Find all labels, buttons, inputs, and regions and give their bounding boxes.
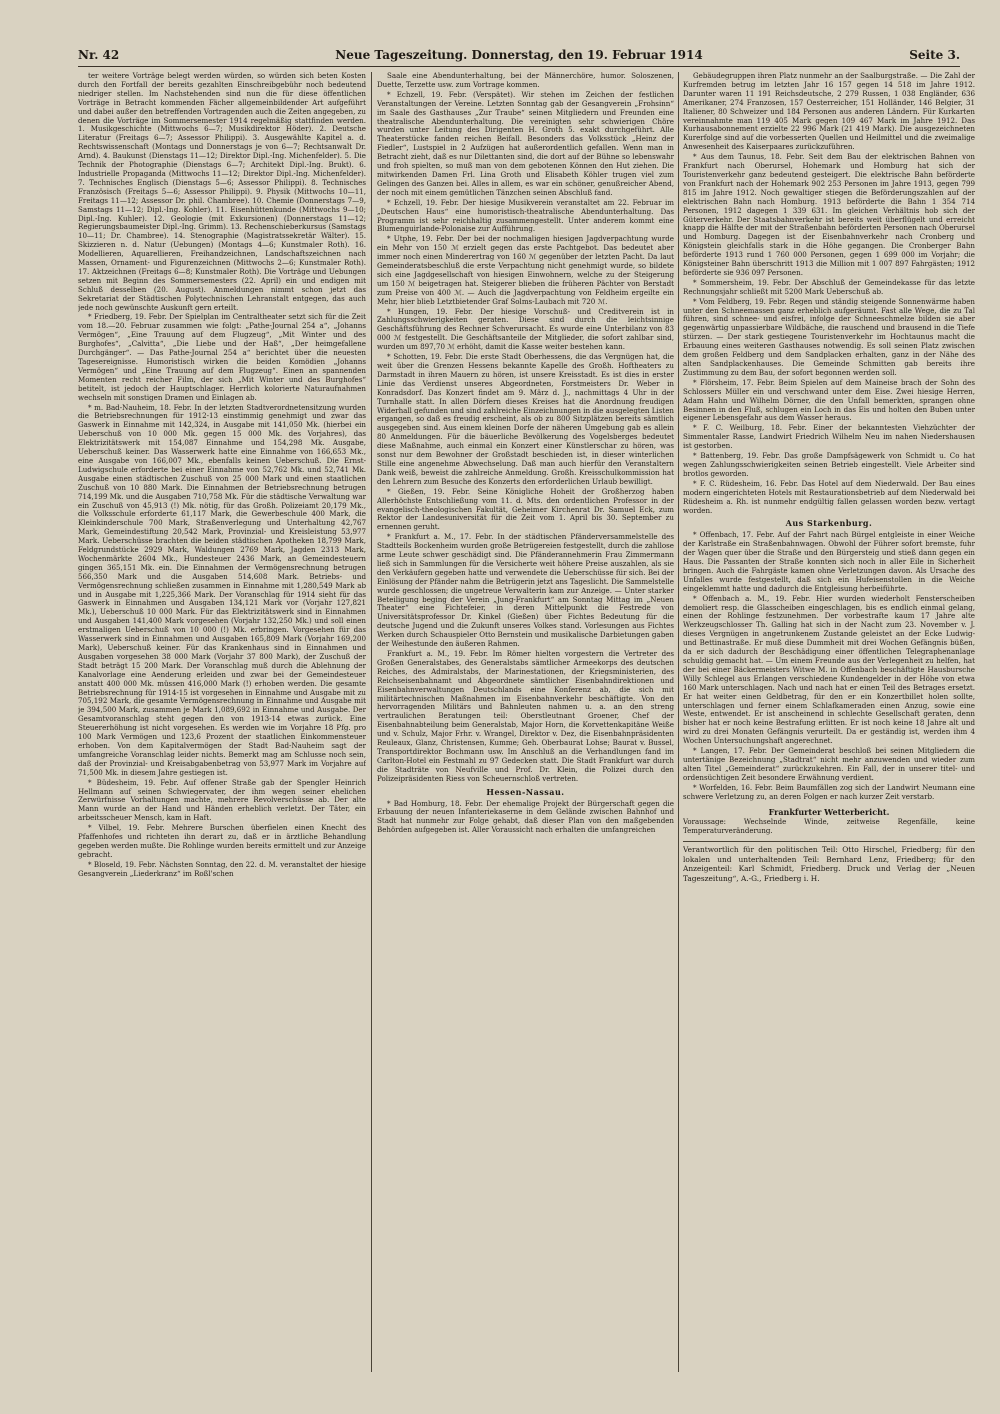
article-hungen: * Hungen, 19. Febr. Der hiesige Vorschuß- und Creditverein ist in Zahlungsschwierigkeiten geraten. Diese sind durch die leichtsinnige Geschäftsführung des Rechner Schverursacht. Es wurde eine Unterbilanz von 83 000 ℳ festgestellt. Die Geschäftsanteile der Mitglieder, die sofort zahlbar sind, wurden um 897,70 ℳ erhöht, damit die Kasse weiter bestehen kann. — [377, 306, 674, 352]
column-3 — [683, 72, 975, 1340]
weather-report-text: Voraussage: Wechselnde Winde, zeitweise Regenfälle, keine Temperaturveränderung. — [683, 818, 975, 836]
article-schotten: * Schotten, 19. Febr. Die erste Stadt Oberhessens, die das Vergnügen hat, die weit über die Grenzen Hessens bekannte Kapelle des Großh. Hoftheaters zu Darmstadt in ihren Mauern zu hören, ist unsere Kreisstadt. Es ist dies in erster Linie das Verdienst unseres Abgeordneten, Forstmeisters Dr. Weber in Konradsdorf. Das Konzert findet am 9. März d. J., nachmittags 4 Uhr in der Turnhalle statt. In allen Dörfern dieses Kreises hat die Anordnung freudigen Widerhall gefunden und sind zahlreiche Einzeichnungen in die ausgelegten Listen ergangen, so daß es freudig erscheint, als ob zu 800 Sitzplätzen bereits sämtlich ausgegeben sind. Aus einem kleinen Dorfe der näheren Umgebung gab es allein 80 Anmeldungen. Für die bäuerliche Bevölkerung des Vogelsberges bedeutet diese Maßnahme, auch einmal ein Konzert einer Künstlerschar zu hören, was sonst nur dem Bewohner der Großstadt beschieden ist, in dieser winterlichen Stille eine angenehme Abwechselung. Daß man auch hierfür den Veranstaltern Dank weiß, beweist die zahlreiche Anmeldung. Großh. Kreisschulkommission hat den Lehrern zum Besuche des Konzerts den erforderlichen Urlaub bewilligt. — [377, 352, 674, 486]
article-floersheim: * Flörsheim, 17. Febr. Beim Spielen auf dem Maineise brach der Sohn des Schlossers Müller ein und verschwand unter dem Eise. Zwei hiesige Herren, Adam Hahn und Wilhelm Dörner, die den Unfall bemerkten, sprangen ohne Besinnen in den Fluß, schlugen ein Loch in das Eis und holten den Buben unter eigener Lebensgefahr aus dem Wasser heraus. — [683, 377, 975, 423]
article-bad-homburg-cont: Gebäudegruppen ihren Platz nunmehr an der Saalburgstraße. — Die Zahl der Kurfremden betrug im letzten Jahr 16 157 gegen 14 518 im Jahre 1912. Darunter waren 11 191 Reichsdeutsche, 2 279 Russen, 1 038 Engländer, 636 Amerikaner, 274 Franzosen, 157 Oesterreicher, 151 Holländer, 146 Belgier, 31 Italiener, 80 Schweizer und 184 Personen aus anderen Ländern. Für Kurkarten vereinnahmte man 119 405 Mark gegen 109 467 Mark im Jahre 1912. Das Kurhausabonnement erzielte 22 996 Mark (21 419 Mark). Die ausgezeichneten Kurerfolge sind auf die vorbesserten Quellen und Heilmittel und die zweimalige Anwesenheit des Kaiserpaares zurückzuführen. — [683, 72, 975, 152]
article-echzell-2: * Echzell, 19. Febr. Der hiesige Musikverein veranstaltet am 22. Februar im „Deutschen Haus“ eine humoristisch-theatralische Abendunterhaltung. Das Programm ist sehr reichhaltig zusammengestellt. Unter anderem kommt eine Blumenguirlande-Polonaise zur Aufführung. — [377, 197, 674, 234]
issue-number: Nr. 42 — [78, 48, 120, 62]
column-1 — [78, 72, 366, 1340]
article-offenbach-1: * Offenbach, 17. Febr. Auf der Fahrt nach Bürgel entgleiste in einer Weiche der Karlstraße ein Straßenbahnwagen. Obwohl der Führer sofort bremste, fuhr der Wagen quer über die Straße und den Bürgersteig und stieß dann gegen ein Haus. Die Passanten der Straße konnten sich noch in aller Eile in Sicherheit bringen. Auch die Fahrgäste kamen ohne Verletzungen davon. Als Ursache des Unfalles wurde festgestellt, daß sich ein Hufeisenstollen in die Weiche eingeklemmt hatte und dadurch die Entgleisung herbeiführte. — [683, 530, 975, 593]
article-friedberg-cinema: * Friedberg, 19. Febr. Der Spielplan im Centraltheater setzt sich für die Zeit vom 18.—20. Februar zusammen wie folgt: „Pathe-Journal 254 a“, „Johanns Vermögen“, „Eine Trauung auf dem Flugzeug“, „Mit Winter und des Burghofes“, „Calvitta“, „Die Liebe und der Haß“, „Der heimgefallene Durchgänger“. — Das Pathe-Journal 254 a“ berichtet über die neuesten Tagesereignisse. Humoristisch wirken die beiden Komödien „Johanns Vermögen“ und „Eine Trauung auf dem Flugzeug“. Einen an spannenden Momenten recht reicher Film, der sich „Mit Winter und des Burghofes“ betitelt, ist jedoch der Hauptschlager. Herrlich kolorierte Naturaufnahmen wechseln mit sonstigen Dramen und Einlagen ab. — [78, 312, 366, 402]
column-2 — [377, 72, 674, 1340]
article-utphe: * Utphe, 19. Febr. Der bei der nochmaligen hiesigen Jagdverpachtung wurde ein Mehr von 150 ℳ erzielt gegen das erste Pachtgebot. Das bedeutet aber immer noch einen Minderertrag von 160 ℳ gegenüber der letzten Pacht. Da laut Gemeinderatsbeschluß die erste Verpachtung nicht genehmigt wurde, so bildete sich eine Jagdgesellschaft von hiesigen Einwohnern, welche zu der Steigerung um 150 ℳ beigetragen hat. Steigerer blieben die früheren Pächter von Berstadt zum Preise von 400 ℳ. — Auch die Jagdverpachtung von Feldheim ergeilte ein Mehr, hier blieb Letztbietender Graf Solms-Laubach mit 720 ℳ. — [377, 234, 674, 306]
column-divider — [371, 72, 372, 1372]
article-feldberg: * Vom Feldberg, 19. Febr. Regen und ständig steigende Sonnenwärme haben unter den Schneemassen ganz erheblich aufgeräumt. Fast alle Wege, die zu Tal führen, sind schnee- und eisfrei, infolge der Schneeschmelze bilden sie aber gegenwärtig unpassierbare Wildbäche, die rauschend und brausend in die Tiefe stürzen. — Der stark gestiegene Touristenverkehr im Hochtaunus macht die Erbauung eines weiteren Gasthauses notwendig. Es soll seinen Platz zwischen dem großen Feldberg und dem Sandplacken erhalten, ganz in der Nähe des alten Sandplackenhauses. Die Gemeinde Schmitten gab bereits ihre Zustimmung zu dem Bau, der sofort begonnen werden soll. — [683, 296, 975, 377]
article-frankfurt-1: * Frankfurt a. M., 17. Febr. In der städtischen Pfänderversammelstelle des Stadtteils Bockenheim wurden große Betrügereien festgestellt, durch die zahllose arme Leute schwer geschädigt sind. Die Pfänderannehmerin Frau Zimmermann ließ sich in Sammlungen für die Versicherte weit höhere Preise auszahlen, als sie den Verkäufern gegeben hatte und verwendete die Ueberschüsse für sich. Bei der Einlösung der Pfänder nahm die Betrügerin jetzt ans Tageslicht. Die Sammelstelle wurde geschlossen; die ungetreue Verwalterin kam zur Anzeige. — Unter starker Beteiligung beging der Verein „Jung-Frankfurt“ am Sonntag Mittag im „Neuen Theater“ eine Fichtefeier, in deren Mittelpunkt die Festrede von Universitätsprofessor Dr. Kinkel (Gießen) über Fichtes Bedeutung für die deutsche Jugend und die Zukunft unseres Volkes stand. Vorlesungen aus Fichtes Werken durch Schauspieler Otto Bernstein und musikalische Darbietungen gaben der Weihestunde den äußeren Rahmen. — [377, 532, 674, 649]
section-title-starkenburg: Aus Starkenburg. — [785, 518, 873, 529]
article-lecture-program: ter weitere Vorträge belegt werden würden, so würden sich beten Kosten durch den Fortfall der bereits gezahlten Einschreibgebühr noch bedeutend niedriger stellen. Im Nachstehenden sind nun die für diese öffentlichen Vorträge in Betracht kommenden Fächer allgemeinbildender Art aufgeführt und dabei außer den betreffenden Vortragenden auch die Zeiten angegeben, zu denen die Vorträge im Sommersemester 1914 regelmäßig stattfinden werden. 1. Musikgeschichte (Mittwochs 6—7; Musikdirektor Höder). 2. Deutsche Literatur (Freitags 6—7; Assessor Philippi). 3. Ausgewählte Kapitel a. d. Rechtswissenschaft (Montags und Donnerstags je von 6—7; Rechtsanwalt Dr. Arnd). 4. Baukunst (Dienstags 11—12; Direktor Dipl.-Ing. Michenfelder). 5. Die Technik der Photographie (Dienstags 6—7; Architekt Dipl.-Ing. Brukt). 6. Industrielle Propaganda (Mittwochs 11—12; Direktor Dipl.-Ing. Michenfelder). 7. Technisches Englisch (Dienstags 5—6; Assessor Philippi). 8. Technisches Französisch (Freitags 5—6; Assessor Philippi). 9. Physik (Mittwochs 10—11, Freitags 11—12; Assessor Dr. phil. Chambree). 10. Chemie (Donnerstags 7—9, Samstags 11—12; Dipl.-Ing. Kohler). 11. Eisenhüttenkunde (Mittwochs 9—10; Dipl.-Ing. Kuhler). 12. Geologie (mit Exkursionen) (Donnerstags 11—12; Regierungsbaumeister Dipl.-Ing. Grimm). 13. Rechenschieberkursus (Samstags 10—11; Dr. Chambree). 14. Stenographie (Magistratssekretär Wälter). 15. Skizzieren n. d. Natur (Uebungen) (Montags 4—6; Kunstmaler Roth). 16. Modellieren, Aquarellieren, Freihandzeichnen, Landschaftszeichnen nach Massen, Ornament- und Figurenzeichnen (Mittwochs 2—6; Kunstmaler Roth). 17. Aktzeichnen (Freitags 6—8; Kunstmaler Roth). Die Vorträge und Uebungen setzen mit Beginn des Sommersemesters (22. April) ein und endigen mit Schluß desselben (20. August). Anmeldungen nimmt schon jetzt das Sekretariat der Städtischen Polytechnischen Lehranstalt entgegen, das auch jede noch gewünschte Auskunft gern erteilt. — [78, 72, 366, 312]
article-battenberg: * Battenberg, 19. Febr. Das große Dampfsägewerk von Schmidt u. Co hat wegen Zahlungsschwierigkeiten seinen Betrieb eingestellt. Viele Arbeiter sind brotlos geworden. — [683, 451, 975, 478]
article-taunus: * Aus dem Taunus, 18. Febr. Seit dem Bau der elektrischen Bahnen von Frankfurt nach Oberursel, Hohemark und Homburg hat sich der Touristenverkehr ganz bedeutend gesteigert. Die elektrische Bahn beförderte von Frankfurt nach der Hohemark 902 253 Personen im Jahre 1913, gegen 799 815 im Jahre 1912. Noch gewaltiger stiegen die Beförderungszahlen auf der elektrischen Bahn nach Homburg. 1913 beförderte die Bahn 1 354 714 Personen, 1912 dagegen 1 339 631. Im gleichen Verhältnis hob sich der Güterverkehr. Der Staatsbahnverkehr ist bereits weit überflügelt und erreicht knapp die Hälfte der mit der Straßenbahn beförderten Personen nach Oberursel und Homburg. Dagegen ist der Eisenbahnverkehr nach Cronberg und Königstein gleichfalls stark in die Höhe gegangen. Die Cronberger Bahn beförderte 1913 rund 1 760 000 Personen, gegen 1 699 000 im Vorjahr; die Königsteiner Bahn überschritt 1913 die Million mit 1 007 897 Fahrgästen; 1912 beförderte sie 936 097 Personen. — [683, 152, 975, 277]
article-worfelden: * Worfelden, 16. Febr. Beim Baumfällen zog sich der Landwirt Neumann eine schwere Verletzung zu, an deren Folgen er nach kurzer Zeit verstarb. — [683, 782, 975, 801]
page-header — [78, 48, 960, 72]
article-vilbel: * Vilbel, 19. Febr. Mehrere Burschen überfielen einen Knecht des Pfaffenhofes und richteten ihn derart zu, daß er in ärztliche Behandlung gegeben werden mußte. Die Rohlinge wurden bereits ermittelt und zur Anzeige gebracht. — [78, 823, 366, 859]
article-bad-nauheim-budget: * m. Bad-Nauheim, 18. Febr. In der letzten Stadtverordnetensitzung wurden die Betriebsrechnungen für 1912-13 einstimmig genehmigt und zwar das Gaswerk in Einnahme mit 142,324, in Ausgabe mit 141,050 Mk. (hierbei ein Ueberschuß von 10 000 Mk. gegen 15 000 Mk. des Vorjahres), das Elektrizitätswerk mit 154,087 Einnahme und 154,298 Mk. Ausgabe, Ueberschuß keiner. Das Wasserwerk hatte eine Einnahme von 166,653 Mk., eine Ausgabe von 166,007 Mk., ebenfalls keinen Ueberschuß. Die Ernst-Ludwigschule erforderte bei einer Einnahme von 52,762 Mk. und 52,741 Mk. Ausgabe einen städtischen Zuschuß von 25 000 Mark und einen staatlichen Zuschuß von 10 880 Mark. Die Einnahmen der Betriebsrechnung betrugen 714,199 Mk. und die Ausgaben 710,758 Mk. Für die städtische Verwaltung war ein Zuschuß von 45,913 (!) Mk. nötig, für das Großh. Polizeiamt 20,179 Mk., die Volksschule erforderte 61,117 Mark, die Gewerbeschule 400 Mark, die Kleinkinderschule 700 Mark, Straßenverlegung und Unterhaltung 42,767 Mark, Gemeindestiftung 20,542 Mark, Provinzial- und Kreisleistung 53,977 Mark. Ueberschüsse brachten die beiden städtischen Apotheken 18,799 Mark, Feldgrundstücke 2929 Mark, Waldungen 2769 Mark, Jagden 2313 Mark, Wochenmärkte 2604 Mk., Hundesteuer 2436 Mark, an Gemeindesteuern gingen 365,151 Mk. ein. Die Einnahmen der Vermögensrechnung betrugen 566,350 Mark und die Ausgaben 514,608 Mark. Betriebs- und Vermögensrechnung schließen zusammen in Einnahme mit 1,280,549 Mark ab und in Ausgabe mit 1,225,366 Mark. Der Voranschlag für 1914 sieht für das Gaswerk in Einnahmen und Ausgaben 134,121 Mark vor (Vorjahr 127,821 Mk.), Ueberschuß 10 000 Mark. Für das Elektrizitätswerk sind in Einnahmen und Ausgaben 141,400 Mark vorgesehen (Vorjahr 132,250 Mk.) und soll einen erstmaligen Ueberschuß von 10 000 (!) Mk. erbringen. Vorgesehen für das Wasserwerk sind in Einnahmen und Ausgaben 165,809 Mark (Vorjahr 169,200 Mark), Ueberschuß keiner. Für das Krankenhaus sind in Einnahmen und Ausgaben vorgesehen 38 000 Mark (Vorjahr 37 800 Mark), der Zuschuß der Stadt beträgt 15 200 Mark. Der Voranschlag muß durch die Ablehnung der Kanalvorlage eine Aenderung erleiden und zwar bei der Gemeindesteuer anstatt 400 000 Mk. müssen 416,000 Mark (!) erhoben werden. Die gesamte Betriebsrechnung für 1914-15 ist vorgesehen in Einnahme und Ausgabe mit zu 705,192 Mark, die gesamte Vermögensrechnung in Einnahme und Ausgabe mit je 394,500 Mark, zusammen je Mark 1,089,692 in Einnahme und Ausgabe. Der Gesamtvoranschlag steht gegen den von 1913-14 etwas zurück. Eine Steuererhöhung ist nicht vorgesehen. Es werden wie im Vorjahre 18 Pfg. pro 100 Mark Vermögen und 123,6 Prozent der staatlichen Einkommensteuer erhoben. Von dem Kapitalvermögen der Stadt Bad-Nauheim sagt der umfangreiche Voranschlag leider nichts. Bemerkt mag am Schlusse noch sein, daß der Provinzial- und Kreisabgabenbetrag von 53,977 Mark im Vorjahre auf 71,500 Mk. in diesem Jahre gestiegen ist. — [78, 402, 366, 777]
header-rule — [78, 66, 960, 67]
page-number: Seite 3. — [909, 48, 960, 62]
article-echzell-1: * Echzell, 19. Febr. (Verspätet). Wir stehen im Zeichen der festlichen Veranstaltungen der Vereine. Letzten Sonntag gab der Gesangverein „Frohsinn“ im Saale des Gasthauses „Zur Traube“ seinen Mitgliedern und Freunden eine theatralische Abendunterhaltung. Die vereinigten sehr schwierigen Chöre wurden unter Leitung des Dirigenten H. Groth 5. exakt durchgeführt. Alle Theaterstücke fanden reichen Beifall. Besonders das Volksstück „Heinz der Fiedler“, Lustspiel in 2 Aufzügen hat außerordentlich gefallen. Wenn man in Betracht zieht, daß es nur Dilettanten sind, die dort auf der Bühne so lebenswahr und froh spielten, so muß man von dem gebotenen Können den Hut ziehen. Die mitwirkenden Damen Frl. Lina Groth und Elisabeth Köhler trugen viel zum Gelingen des Ganzen bei. Alles in allem, es war ein schöner, genußreicher Abend, der noch mit einem gemütlichen Tänzchen seinen Abschluß fand. — [377, 89, 674, 197]
masthead: Neue Tageszeitung. Donnerstag, den 19. Februar 1914 — [335, 48, 703, 62]
article-bloseld-cont: Saale eine Abendunterhaltung, bei der Männerchöre, humor. Soloszenen, Duette, Terzette usw. zum Vortrage kommen. — [377, 72, 674, 89]
section-title-hessen-nassau: Hessen-Nassau. — [486, 786, 565, 797]
article-buedesheim: * Büdesheim, 19. Febr. Auf offener Straße gab der Spengler Heinrich Hellmann auf seinen Schwiegervater, der ihm wegen seiner ehelichen Zerwürfnisse Vorhaltungen machte, mehrere Revolverschüsse ab. Der alte Mann wurde an der Hand und Händen erheblich verletzt. Der Täter, ein arbeitsscheuer Mensch, kam in Haft. — [78, 777, 366, 823]
article-offenbach-2: * Offenbach a. M., 19. Febr. Hier wurden wiederholt Fensterscheiben demoliert resp. die Glasscheiben eingeschlagen, bis es endlich einmal gelang, einen der Rohlinge festzunehmen. Der vorbestrafte kaum 17 Jahre alte Werkzeugschlosser Th. Galling hat sich in der Nacht zum 23. November v. J. dieses Vergnügen in angetrunkenem Zustande geleistet an der Ecke Ludwig- und Bettinastraße. Er muß diese Dummheit mit drei Wochen Gefängnis büßen, da er sich dadurch der Beschädigung einer öffentlichen Telegraphenanlage schuldig gemacht hat. — Um einem Freunde aus der Verlegenheit zu helfen, hat der bei einer Bäckermeisters Witwe M. in Offenbach beschäftigte Hausbursche Willy Schlegel aus Erlangen verschiedene Kundengelder in der Höhe von etwa 160 Mark unterschlagen. Nach und nach hat er einen Teil des Betrages ersetzt. Er hat weiter einen Geldbetrag, für den er ein Konzertbillet holen sollte, unterschlagen und ferner einem Schlafkameraden einen Anzug, sowie eine Weste, entwendet. Er ist anscheinend in schlechte Gesellschaft geraten, denn bisher hat er noch keine Bestrafung erlitten. Er ist noch keine 18 Jahre alt und wird zu drei Monaten Gefängnis verurteilt. Da er geständig ist, werden ihm 4 Wochen Untersuchungshaft angerechnet. — [683, 593, 975, 746]
impressum: Verantwortlich für den politischen Teil: Otto Hirschel, Friedberg; für den lokalen und unterhaltenden Teil: Bernhard Lenz, Friedberg; für den Anzeigenteil: Karl Schmidt, Friedberg. Druck und Verlag der „Neuen Tageszeitung“, A.-G., Friedberg i. H. — [683, 841, 975, 883]
article-giessen: * Gießen, 19. Febr. Seine Königliche Hoheit der Großherzog haben Allerhöchste Entschließung vom 11. d. Mts. den ordentlichen Professor in der evangelisch-theologischen Fakultät, Geheimer Kirchenrat Dr. Samuel Eck, zum Rektor der Landesuniversität für die Zeit vom 1. April bis 30. September zu ernennen geruht. — [377, 486, 674, 532]
article-frankfurt-2: Frankfurt a. M., 19. Febr. Im Römer hielten vorgestern die Vertreter des Großen Generalstabes, des Generalstabs sämtlicher Armeekorps des deutschen Reiches, des Admiralstabs, der Marinestationen, der Kriegsministerien, des Reichseisenbahnamt und Abgeordnete sämtlicher Eisenbahndirektionen und Eisenbahnverwaltungen Deutschlands eine Konferenz ab, die sich mit militärtechnischen Maßnahmen im Eisenbahnverkehr beschäftigte. Von den hervorragenden Militärs und Bahnleuten nahmen u. a. an den streng vertraulichen Beratungen teil: Oberstleutnant Groener, Chef der Eisenbahnabteilung beim Generalstab, Major Horn, die Korvettenkapitäne Weiße und v. Schulz, Major Frhr. v. Wrangel, Direktor v. Dez, die Eisenbahnpräsidenten Reuleaux, Glanz, Christensen, Kumme; Geh. Oberbaurat Lohse; Baurat v. Bussel, Transportdirektor Bochmann usw. Im Anschluß an die Verhandlungen fand im Carlton-Hotel ein Festmahl zu 97 Gedecken statt. Die Stadt Frankfurt war durch die Stadträte von Neufville und Prof. Dr. Klein, die Polizei durch den Polizeipräsidenten Riess von Scheuernschloß vertreten. — [377, 649, 674, 783]
article-bad-homburg: * Bad Homburg, 18. Febr. Der ehemalige Projekt der Bürgerschaft gegen die Erbauung der neuen Infanteriekaserne in dem Gelände zwischen Bahnhof und Stadt hat nunmehr zur Folge gehabt, daß dieser Plan von den maßgebenden Behörden aufgegeben ist. Aller Voraussicht nach erhalten die umfangreichen — [377, 798, 674, 835]
article-sommersheim: * Sommersheim, 19. Febr. Der Abschluß der Gemeindekasse für das letzte Rechnungsjahr schließt mit 5200 Mark Ueberschuß ab. — [683, 277, 975, 296]
article-langen: * Langen, 17. Febr. Der Gemeinderat beschloß bei seinen Mitgliedern die untertänige Bezeichnung „Stadtrat“ nicht mehr anzuwenden und wieder zum alten Titel „Gemeinderat“ zurückzukehren. Ein Fall, der in unserer titel- und ordensüchtigen Zeit besondere Erwähnung verdient. — [683, 746, 975, 782]
article-weilburg: * F. C. Weilburg, 18. Febr. Einer der bekanntesten Viehzüchter der Simmentaler Rasse, Landwirt Friedrich Wilhelm Neu im nahen Niedershausen ist gestorben. — [683, 423, 975, 451]
article-ruedesheim: * F. C. Rüdesheim, 16. Febr. Das Hotel auf dem Niederwald. Der Bau eines modern eingerichteten Hotels mit Restaurationsbetrieb auf dem Niederwald bei Rüdesheim a. Rh. ist nunmehr endgültig fallen gelassen worden bezw. vertagt worden. — [683, 478, 975, 515]
weather-report-title: Frankfurter Wetterbericht. — [768, 806, 890, 817]
article-bloseld: * Bloseld, 19. Febr. Nächsten Sonntag, den 22. d. M. veranstaltet der hiesige Gesangverein „Liederkranz“ im Roßl'schen — [78, 859, 366, 878]
column-divider — [678, 72, 679, 1372]
